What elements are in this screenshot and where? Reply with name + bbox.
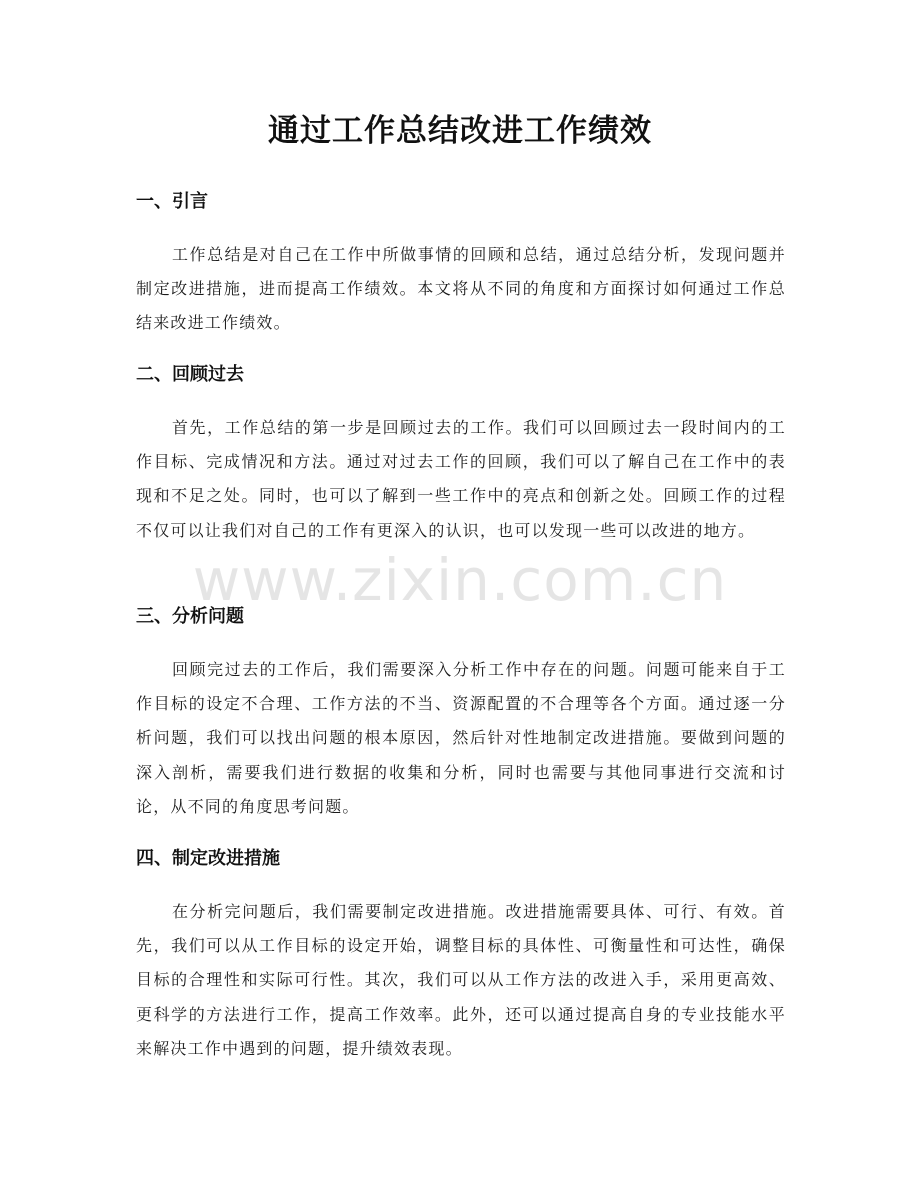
section-paragraph: 在分析完问题后，我们需要制定改进措施。改进措施需要具体、可行、有效。首先，我们可以从工作目标的设定开始，调整目标的具体性、可衡量性和可达性，确保目标的合理性和实际可行性。其次，我们可以从工作方法的改进入手，采用更高效、更科学的方法进行工作，提高工作效率。此外，还可以通过提高自身的专业技能水平来解决工作中遇到的问题，提升绩效表现。 bbox=[136, 902, 786, 1058]
page-title: 通过工作总结改进工作绩效 bbox=[268, 113, 652, 149]
section-paragraph: 回顾完过去的工作后，我们需要深入分析工作中存在的问题。问题可能来自于工作目标的设定不合理、工作方法的不当、资源配置的不合理等各个方面。通过逐一分析问题，我们可以找出问题的根本原因，然后针对性地制定改进措施。要做到问题的深入剖析，需要我们进行数据的收集和分析，同时也需要与其他同事进行交流和讨论，从不同的角度思考问题。 bbox=[136, 660, 786, 816]
section-review-past bbox=[136, 361, 786, 548]
section-heading: 一、引言 bbox=[136, 191, 208, 212]
section-paragraph: 首先，工作总结的第一步是回顾过去的工作。我们可以回顾过去一段时间内的工作目标、完成情况和方法。通过对过去工作的回顾，我们可以了解自己在工作中的表现和不足之处。同时，也可以了解到一些工作中的亮点和创新之处。回顾工作的过程不仅可以让我们对自己的工作有更深入的认识，也可以发现一些可以改进的地方。 bbox=[136, 418, 786, 540]
section-heading: 三、分析问题 bbox=[136, 606, 244, 627]
section-paragraph: 工作总结是对自己在工作中所做事情的回顾和总结，通过总结分析，发现问题并制定改进措施，进而提高工作绩效。本文将从不同的角度和方面探讨如何通过工作总结来改进工作绩效。 bbox=[136, 245, 786, 333]
section-analyze-problems bbox=[136, 603, 786, 824]
section-introduction bbox=[136, 188, 786, 341]
section-improvement-measures bbox=[136, 845, 786, 1066]
section-heading: 二、回顾过去 bbox=[136, 364, 244, 385]
section-heading: 四、制定改进措施 bbox=[136, 848, 280, 869]
watermark: www.zixin.com.cn bbox=[192, 546, 728, 614]
